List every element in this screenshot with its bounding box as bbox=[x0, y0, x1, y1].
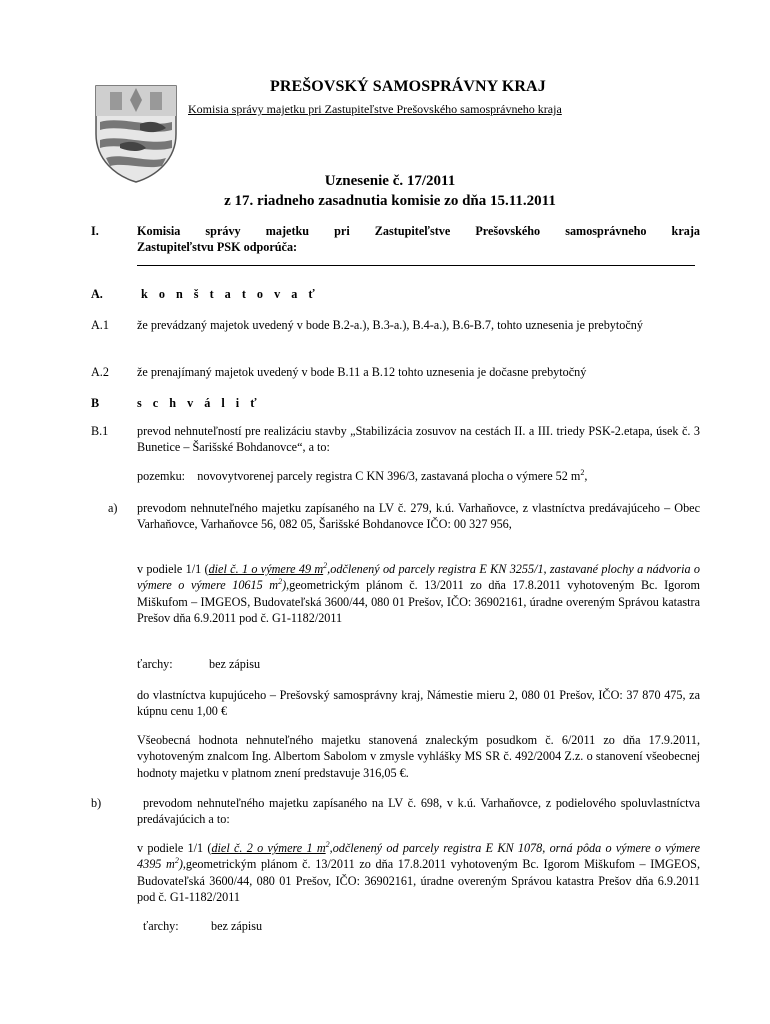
b1-a-podiel bbox=[137, 561, 700, 626]
a2-text: že prenajímaný majetok uvedený v bode B.11 a B.12 tohto uznesenia je dočasne prebytočný bbox=[137, 365, 587, 379]
a-podiel-sup1: 2 bbox=[323, 560, 328, 570]
section-b-heading: s c h v á l i ť bbox=[137, 396, 261, 410]
a-podiel-close: ) bbox=[282, 578, 287, 593]
b1-b-label: b) bbox=[91, 796, 102, 810]
b1-a-kupujuci: do vlastníctva kupujúceho – Prešovský samosprávny kraj, Námestie mieru 2, 080 01 Prešov, IČO: 37 870 475, za kúpnu cenu 1,00 € bbox=[137, 688, 700, 719]
section-i-text bbox=[137, 223, 700, 256]
b-podiel-prefix: v podiele 1/1 ( bbox=[137, 841, 212, 855]
a1-label: A.1 bbox=[91, 318, 109, 332]
resolution-title bbox=[190, 171, 590, 211]
pozemku-text: novovytvorenej parcely registra C KN 396/3, zastavaná plocha o výmere 52 m bbox=[197, 469, 581, 483]
commission-subtitle: Komisia správy majetku pri Zastupiteľstve Prešovského samosprávneho kraja bbox=[188, 102, 562, 116]
b-podiel-close: ) bbox=[178, 857, 183, 872]
b-podiel-rest: ,geometrickým plánom č. 13/2011 zo dňa 17.8.2011 vyhotoveným Bc. Igorom Miškufom – IMGEOS, Budovateľská 3600/44, 080 01 Prešov, IČO: 36902161, úradne overeným Správou katastra Prešov dňa 6.9.2011 pod č. G1-1182/2011 bbox=[137, 857, 700, 904]
a1-text: že prevádzaný majetok uvedený v bode B.2-a.), B.3-a.), B.4-a.), B.6-B.7, tohto uznesenia je prebytočný bbox=[137, 318, 643, 332]
pozemku-label: pozemku: bbox=[137, 469, 186, 483]
b1-a-tarchy bbox=[137, 656, 700, 672]
pozemku-sup: 2 bbox=[580, 467, 585, 477]
b1-intro: prevod nehnuteľností pre realizáciu stavby „Stabilizácia zosuvov na cestách II. a III. triedy PSK-2.etapa, úsek č. 3 Bunetice – Šarišské Bohdanovce“, a to: bbox=[137, 424, 700, 455]
a-tarchy-value: bez zápisu bbox=[209, 657, 261, 671]
b1-a-label: a) bbox=[108, 501, 118, 515]
b-podiel-sup2: 2 bbox=[174, 856, 179, 866]
b-podiel-parcel: ,odčlenený od parcely registra E KN 1078, orná pôda o výmere o výmere 4395 m bbox=[137, 841, 700, 872]
institution-title: PREŠOVSKÝ SAMOSPRÁVNY KRAJ bbox=[270, 78, 546, 95]
b-tarchy-label: ťarchy: bbox=[143, 919, 179, 933]
a-podiel-prefix: v podiele 1/1 ( bbox=[137, 562, 209, 576]
b1-b-tarchy bbox=[143, 918, 706, 934]
section-i-line2: Zastupiteľstvu PSK odporúča: bbox=[137, 240, 298, 255]
b1-b-text: prevodom nehnuteľného majetku zapísaného na LV č. 698, v k.ú. Varhaňovce, z podielového spoluvlastníctva predávajúcich a to: bbox=[137, 796, 700, 827]
section-b-label: B bbox=[91, 396, 100, 410]
a-tarchy-label: ťarchy: bbox=[137, 657, 173, 671]
a-podiel-diel: diel č. 1 o výmere 49 m bbox=[208, 562, 324, 576]
b1-pozemku bbox=[137, 468, 700, 484]
b1-a-text: prevodom nehnuteľného majetku zapísaného na LV č. 279, k.ú. Varhaňovce, z vlastníctva predávajúceho – Obec Varhaňovce, Varhaňovce 56, 082 05, Šarišské Bohdanovce IČO: 00 327 956, bbox=[137, 501, 700, 532]
section-i-line1: Komisia správy majetku pri Zastupiteľstve Prešovského samosprávneho kraja bbox=[137, 224, 700, 238]
section-a-heading: k o n š t a t o v a ť bbox=[141, 287, 319, 301]
pozemku-end: , bbox=[584, 469, 588, 483]
a-podiel-parcel: ,odčlenený od parcely registra E KN 3255/1, zastavané plochy a nádvoria o výmere o výmere 10615 m bbox=[137, 562, 700, 593]
coat-of-arms-icon bbox=[90, 82, 182, 184]
divider-line bbox=[137, 265, 695, 266]
section-a-label: A. bbox=[91, 287, 103, 301]
b-podiel-diel: diel č. 2 o výmere 1 m bbox=[211, 841, 326, 855]
section-i-label: I. bbox=[91, 224, 99, 238]
a2-label: A.2 bbox=[91, 365, 109, 379]
b1-label: B.1 bbox=[91, 424, 109, 438]
resolution-number: Uznesenie č. 17/2011 bbox=[324, 173, 456, 189]
resolution-meeting: z 17. riadneho zasadnutia komisie zo dňa 15.11.2011 bbox=[224, 193, 556, 209]
a-podiel-rest: ,geometrickým plánom č. 13/2011 zo dňa 17.8.2011 vyhotoveným Bc. Igorom Miškufom – IMGEOS, Budovateľská 3600/44, 080 01 Prešov, IČO: 36902161, úradne overeným Správou katastra Prešov dňa 6.9.2011 pod č. G1-1182/2011 bbox=[137, 578, 700, 625]
b1-a-hodnota: Všeobecná hodnota nehnuteľného majetku stanovená znaleckým posudkom č. 6/2011 zo dňa 17.9.2011, vyhotoveným znalcom Ing. Albertom Sabolom v zmysle vyhlášky MS SR č. 492/2004 Z.z. o stanovení všeobecnej hodnoty majetku v platnom znení predstavuje 316,05 €. bbox=[137, 733, 700, 780]
b-podiel-sup1: 2 bbox=[325, 839, 330, 849]
b-tarchy-value: bez zápisu bbox=[211, 919, 263, 933]
b1-b-podiel bbox=[137, 840, 700, 905]
a-podiel-sup2: 2 bbox=[278, 577, 283, 587]
